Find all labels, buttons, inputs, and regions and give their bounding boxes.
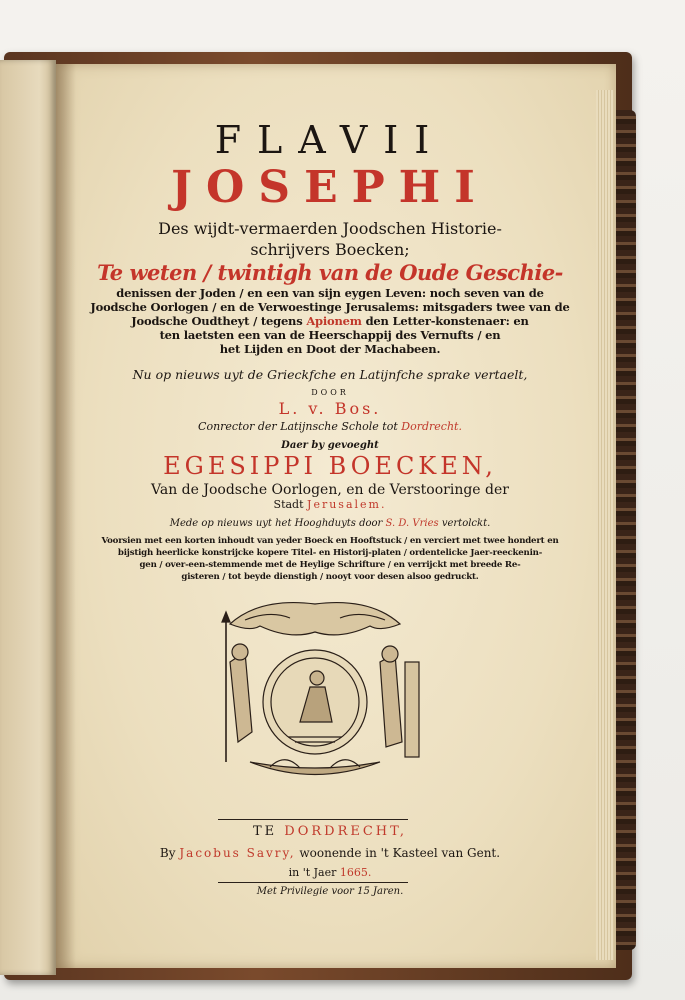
daer-by-line: Daer by gevoeght	[281, 440, 379, 451]
mede-post: vertolckt.	[441, 518, 491, 529]
door-label: DOOR	[311, 388, 349, 397]
gothic-line-3	[60, 314, 600, 328]
mede-pre: Mede op nieuws uyt het Hooghduyts door	[169, 518, 383, 529]
rule-top	[218, 819, 408, 820]
title-flavii: FLAVII	[214, 118, 446, 162]
stadt-pre: Stadt	[273, 498, 304, 511]
year-value: 1665.	[339, 866, 372, 879]
gothic-line-2: Joodsche Oorlogen / en de Verwoestinge Jerusalems: mitsgaders twee van de	[90, 300, 570, 314]
te-pre: TE	[252, 824, 278, 839]
mede-line	[60, 518, 600, 529]
publisher-pre: By	[159, 846, 176, 860]
publisher-post: woonende in 't Kasteel van Gent.	[299, 846, 501, 860]
translated-line: Nu op nieuws uyt de Grieckfche en Latijnfche sprake vertaelt,	[132, 367, 528, 382]
gothic-line-3-post: den Letter-konstenaer: en	[365, 314, 529, 328]
left-page-edge	[0, 60, 56, 975]
rule-bottom	[218, 882, 408, 883]
year-line	[60, 866, 600, 879]
publisher-line	[60, 846, 600, 860]
gothic-line-1: denissen der Joden / en een van sijn eygen Leven: noch seven van de	[116, 286, 544, 300]
publisher-name: Jacobus Savry,	[179, 846, 296, 860]
conrector-line	[60, 420, 600, 433]
provided-line-4: gisteren / tot beyde dienstigh / nooyt voor desen alsoo gedruckt.	[181, 572, 479, 582]
conrector-pre: Conrector der Latijnsche Schole tot	[198, 420, 398, 433]
gothic-red-line: Te weten / twintigh van de Oude Geschie-	[97, 260, 563, 285]
title-josephi: JOSEPHI	[171, 162, 489, 213]
stadt-red: Jerusalem.	[307, 498, 387, 511]
conrector-city: Dordrecht.	[401, 420, 462, 433]
mede-red: S. D. Vries	[385, 518, 439, 529]
gothic-line-4: ten laetsten een van de Heerschappij des Vernufts / en	[159, 328, 501, 342]
provided-line-2: bijstigh heerlicke konstrijcke kopere Titel- en Historij-platen / ordentelicke Jaer-reeckenin-	[117, 548, 543, 558]
te-dordrecht-line	[60, 824, 600, 839]
gothic-line-5: het Lijden en Doot der Machabeen.	[219, 342, 441, 356]
subtitle-line-2: schrijvers Boecken;	[250, 240, 410, 259]
egesippi-title: EGESIPPI BOECKEN,	[163, 452, 497, 480]
subtitle-line-1: Des wijdt-vermaerden Joodschen Historie-	[158, 219, 502, 238]
author-name: L. v. Bos.	[278, 399, 382, 418]
van-de-line: Van de Joodsche Oorlogen, en de Verstooringe der	[151, 482, 509, 498]
year-pre: in 't Jaer	[288, 866, 337, 879]
privilege-line: Met Privilegie voor 15 Jaren.	[256, 886, 404, 897]
printer-emblem-engraving	[190, 592, 440, 792]
gothic-line-3-pre: Joodsche Oudtheyt / tegens	[131, 314, 303, 328]
stadt-line	[60, 498, 600, 511]
gothic-line-3-red: Apionem	[306, 314, 362, 328]
provided-line-1: Voorsien met een korten inhoudt van yeder Boeck en Hooftstuck / en verciert met twee hondert en	[101, 536, 559, 546]
te-city: DORDRECHT,	[284, 824, 408, 839]
provided-line-3: gen / over-een-stemmende met de Heylige Schrifture / en verrijckt met breede Re-	[139, 560, 521, 570]
